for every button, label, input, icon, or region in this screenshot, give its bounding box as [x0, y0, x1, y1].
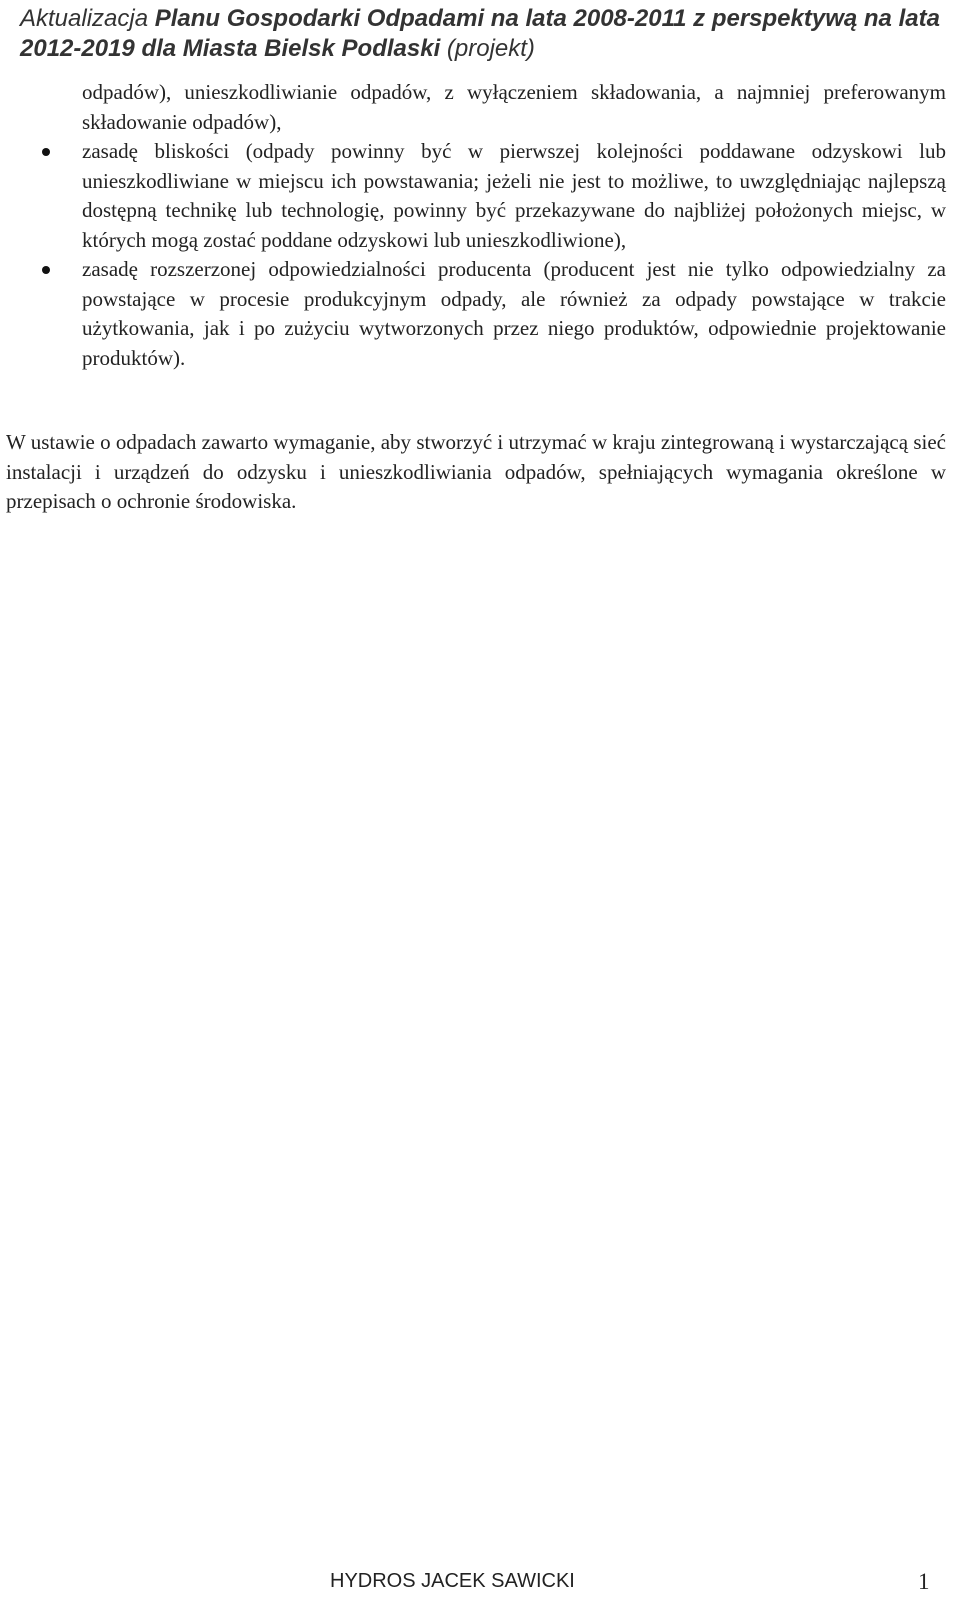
list-item-text: zasadę rozszerzonej odpowiedzialności producenta (producent jest nie tylko odpowiedzialny za powstające w procesie produkcyjnym odpady, ale również za odpady powstające w trakcie użytkowania, jak i po zużyciu wytworzonych przez niego produktów, odpowiednie projektowanie produktów). [82, 257, 946, 370]
list-item-proximity-principle [82, 137, 946, 255]
bullet-dot-icon [42, 148, 50, 156]
bullet-dot-icon [42, 266, 50, 274]
list-item-text: odpadów), unieszkodliwianie odpadów, z wyłączeniem składowania, a najmniej preferowanym składowanie odpadów), [82, 80, 946, 134]
footer-company: HYDROS JACEK SAWICKI [330, 1570, 575, 1592]
header-title: Planu Gospodarki Odpadami na lata 2008-2011 z perspektywą na lata 2012-2019 dla Miasta Bielsk Podlaski [20, 5, 940, 62]
page-number: 1 [918, 1569, 930, 1594]
header-suffix: (projekt) [440, 35, 535, 62]
bullet-list [0, 78, 960, 373]
header-prefix: Aktualizacja [20, 5, 155, 32]
list-item-text: zasadę bliskości (odpady powinny być w pierwszej kolejności poddawane odzyskowi lub unieszkodliwiane w miejscu ich powstawania; jeżeli nie jest to możliwe, to uwzględniając najlepszą dostępną technikę lub technologię, powinny być przekazywane do najbliżej położonych miejsc, w których mogą zostać poddane odzyskowi lub unieszkodliwione), [82, 139, 946, 252]
body-paragraph: W ustawie o odpadach zawarto wymaganie, aby stworzyć i utrzymać w kraju zintegrowaną i wystarczającą sieć instalacji i urządzeń do odzysku i unieszkodliwiania odpadów, spełniających wymagania określone w przepisach o ochronie środowiska. [6, 430, 946, 513]
list-item-producer-responsibility [82, 255, 946, 373]
list-item-continuation [82, 78, 946, 137]
page-header [20, 4, 946, 64]
